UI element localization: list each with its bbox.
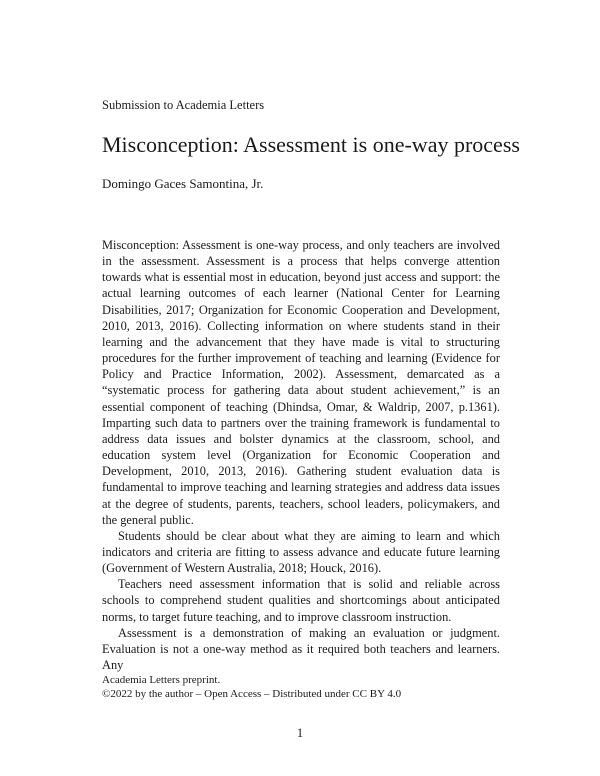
body-text bbox=[102, 237, 500, 673]
paper-title: Misconception: Assessment is one-way process bbox=[102, 132, 520, 157]
copyright-line: ©2022 by the author – Open Access – Distributed under CC BY 4.0 bbox=[102, 687, 402, 700]
submission-header: Submission to Academia Letters bbox=[102, 98, 265, 112]
author-name: Domingo Gaces Samontina, Jr. bbox=[102, 176, 264, 191]
page-number: 1 bbox=[296, 726, 304, 740]
license-footer bbox=[102, 674, 401, 701]
paragraph: Misconception: Assessment is one-way process, and only teachers are involved in the assessment. Assessment is a process that helps converge attention towards what is essential most in education, beyond just access and support: the actual learning outcomes of each learner (National Center for Learning Disabilities, 2017; Organization for Economic Cooperation and Development, 2010, 2013, 2016). Collecting information on where students stand in their learning and the advancement that they have made is vital to structuring procedures for the further improvement of teaching and learning (Evidence for Policy and Practice Information, 2002). Assessment, demarcated as a “systematic process for gathering data about student achievement,” is an essential component of teaching (Dhindsa, Omar, & Waldrip, 2007, p.1361). Imparting such data to partners over the training framework is fundamental to address data issues and bolster dynamics at the classroom, school, and education system level (Organization for Economic Cooperation and Development, 2010, 2013, 2016). Gathering student evaluation data is fundamental to improve teaching and learning strategies and address data issues at the degree of students, parents, teachers, school leaders, policymakers, and the general public. bbox=[102, 238, 500, 527]
paragraph: Teachers need assessment information that is solid and reliable across schools to comprehend student qualities and shortcomings about anticipated norms, to target future teaching, and to improve classroom instruction. bbox=[102, 577, 500, 624]
preprint-note: Academia Letters preprint. bbox=[102, 674, 221, 686]
paragraph: Assessment is a demonstration of making an evaluation or judgment. Evaluation is not a one-way method as it required both teachers and learners. Any bbox=[102, 625, 500, 673]
paragraph: Students should be clear about what they are aiming to learn and which indicators and criteria are fitting to assess advance and educate future learning (Government of Western Australia, 2018; Houck, 2016). bbox=[102, 528, 500, 576]
